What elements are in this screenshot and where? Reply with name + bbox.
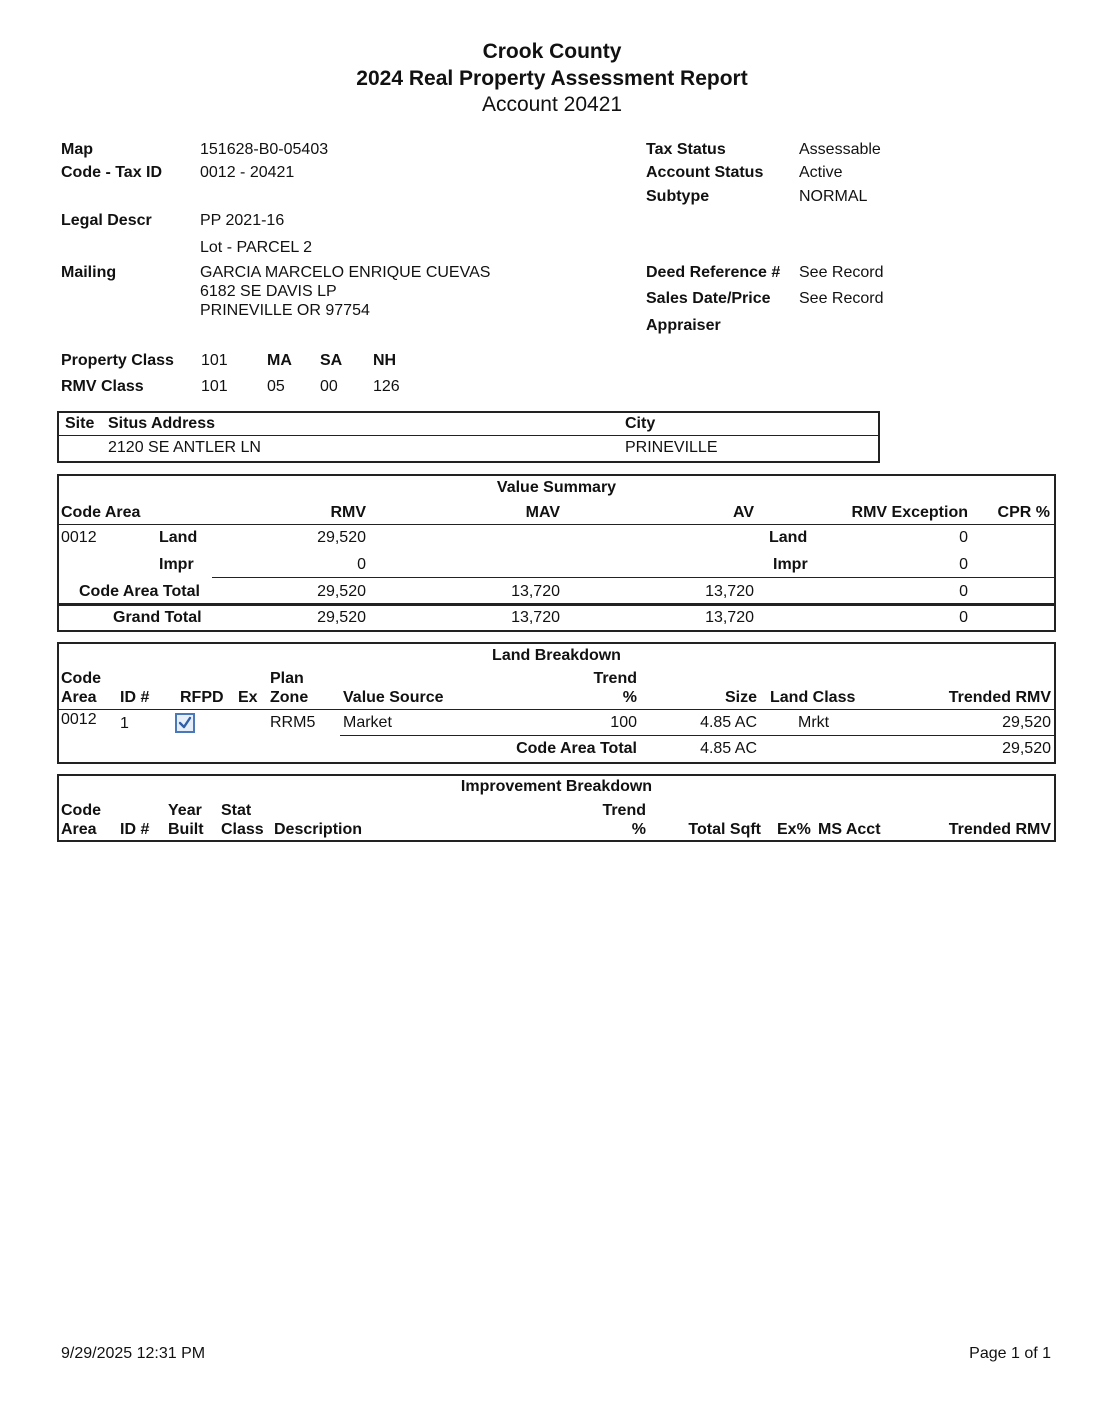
report-title: 2024 Real Property Assessment Report bbox=[356, 67, 748, 90]
vs-grand-total-label: Grand Total bbox=[113, 609, 202, 626]
rmv-class-value: 101 bbox=[201, 378, 228, 395]
ib-header-year: Year bbox=[168, 802, 202, 819]
lb-header-trended-rmv: Trended RMV bbox=[948, 689, 1051, 706]
property-class-value: 101 bbox=[201, 352, 228, 369]
city-value: PRINEVILLE bbox=[625, 439, 718, 456]
vs-header-mav: MAV bbox=[525, 504, 560, 521]
ib-header-ex-pct: Ex% bbox=[777, 821, 811, 838]
sa-label: SA bbox=[320, 352, 343, 369]
lb-header-zone: Zone bbox=[270, 689, 309, 706]
vs-impr-rmv: 0 bbox=[357, 556, 366, 573]
situs-address-label: Situs Address bbox=[108, 415, 215, 432]
ib-header-id: ID # bbox=[120, 821, 150, 838]
account-status-value: Active bbox=[799, 164, 843, 181]
lb-row-code-area: 0012 bbox=[61, 711, 97, 728]
lb-row-size: 4.85 AC bbox=[700, 714, 757, 731]
legal-descr-label: Legal Descr bbox=[61, 212, 152, 229]
vs-grand-total-rmv: 29,520 bbox=[317, 609, 366, 626]
footer-page-number: Page 1 of 1 bbox=[969, 1345, 1051, 1362]
ib-header-code: Code bbox=[61, 802, 101, 819]
tax-status-label: Tax Status bbox=[646, 141, 726, 158]
vs-impr-label: Impr bbox=[159, 556, 194, 573]
ib-header-area: Area bbox=[61, 821, 97, 838]
lb-header-land-class: Land Class bbox=[770, 689, 856, 706]
lb-total-size: 4.85 AC bbox=[700, 740, 757, 757]
legal-descr-line1: PP 2021-16 bbox=[200, 212, 285, 229]
deed-reference-label: Deed Reference # bbox=[646, 264, 781, 281]
lb-header-plan: Plan bbox=[270, 670, 304, 687]
lb-row-value-source: Market bbox=[343, 714, 392, 731]
lb-total-label: Code Area Total bbox=[516, 740, 637, 757]
rfpd-checkbox[interactable] bbox=[175, 713, 195, 733]
vs-code-area-total-exception: 0 bbox=[959, 583, 968, 600]
ib-header-description: Description bbox=[274, 821, 363, 838]
county-title: Crook County bbox=[482, 40, 622, 63]
vs-grand-total-exception: 0 bbox=[959, 609, 968, 626]
ib-header-total-sqft: Total Sqft bbox=[688, 821, 761, 838]
value-summary-title: Value Summary bbox=[496, 479, 617, 496]
lb-header-code: Code bbox=[61, 670, 101, 687]
mailing-line3: PRINEVILLE OR 97754 bbox=[200, 302, 370, 319]
situs-divider bbox=[58, 435, 879, 436]
lb-row-id: 1 bbox=[120, 715, 129, 732]
lb-row-land-class: Mrkt bbox=[798, 714, 830, 731]
property-class-label: Property Class bbox=[61, 352, 174, 369]
site-label: Site bbox=[65, 415, 95, 432]
vs-grand-total-av: 13,720 bbox=[705, 609, 754, 626]
ib-header-ms-acct: MS Acct bbox=[818, 821, 881, 838]
mailing-label: Mailing bbox=[61, 264, 117, 281]
lb-row-trended-rmv: 29,520 bbox=[1002, 714, 1051, 731]
vs-land-exc-label: Land bbox=[769, 529, 808, 546]
legal-descr-line2: Lot - PARCEL 2 bbox=[200, 239, 313, 256]
lb-header-trend: Trend bbox=[593, 670, 637, 687]
account-status-label: Account Status bbox=[646, 164, 764, 181]
lb-total-trended-rmv: 29,520 bbox=[1002, 740, 1051, 757]
vs-header-rmv: RMV bbox=[330, 504, 366, 521]
vs-code-area-total-label: Code Area Total bbox=[79, 583, 200, 600]
vs-land-exception: 0 bbox=[959, 529, 968, 546]
appraiser-label: Appraiser bbox=[646, 317, 721, 334]
lb-header-size: Size bbox=[724, 689, 757, 706]
lb-header-value-source: Value Source bbox=[343, 689, 444, 706]
lb-header-id: ID # bbox=[120, 689, 150, 706]
vs-header-rmv-exception: RMV Exception bbox=[851, 504, 968, 521]
code-tax-label: Code - Tax ID bbox=[61, 164, 163, 181]
vs-impr-exc-label: Impr bbox=[773, 556, 808, 573]
sales-date-price-value: See Record bbox=[799, 290, 884, 307]
land-breakdown-title: Land Breakdown bbox=[492, 647, 621, 664]
ma-value: 05 bbox=[267, 378, 285, 395]
lb-header-area: Area bbox=[61, 689, 97, 706]
vs-header-av: AV bbox=[732, 504, 754, 521]
city-label: City bbox=[625, 415, 656, 432]
ib-header-trended-rmv: Trended RMV bbox=[948, 821, 1051, 838]
improvement-breakdown-title: Improvement Breakdown bbox=[460, 778, 653, 795]
vs-grand-total-mav: 13,720 bbox=[511, 609, 560, 626]
mailing-line2: 6182 SE DAVIS LP bbox=[200, 283, 337, 300]
lb-row-trend: 100 bbox=[610, 714, 637, 731]
ib-header-class: Class bbox=[221, 821, 264, 838]
vs-land-rmv: 29,520 bbox=[317, 529, 366, 546]
lb-header-pct: % bbox=[622, 689, 637, 706]
footer-timestamp: 9/29/2025 12:31 PM bbox=[61, 1345, 206, 1362]
map-label: Map bbox=[61, 141, 93, 158]
vs-header-code-area: Code Area bbox=[61, 504, 141, 521]
lb-header-rfpd: RFPD bbox=[180, 689, 224, 706]
situs-address-value: 2120 SE ANTLER LN bbox=[108, 439, 261, 456]
subtype-label: Subtype bbox=[646, 188, 710, 205]
lb-total-divider bbox=[340, 735, 1055, 736]
ib-header-trend: Trend bbox=[602, 802, 646, 819]
ma-label: MA bbox=[267, 352, 292, 369]
vs-code-area: 0012 bbox=[61, 529, 97, 546]
map-value: 151628-B0-05403 bbox=[200, 141, 329, 158]
rmv-class-label: RMV Class bbox=[61, 378, 144, 395]
vs-code-area-total-av: 13,720 bbox=[705, 583, 754, 600]
mailing-line1: GARCIA MARCELO ENRIQUE CUEVAS bbox=[200, 264, 491, 281]
ib-header-built: Built bbox=[168, 821, 204, 838]
vs-header-cpr: CPR % bbox=[997, 504, 1050, 521]
lb-header-divider bbox=[58, 709, 1055, 710]
lb-row-zone: RRM5 bbox=[270, 714, 316, 731]
checkmark-icon bbox=[178, 716, 192, 730]
deed-reference-value: See Record bbox=[799, 264, 884, 281]
sa-value: 00 bbox=[320, 378, 338, 395]
vs-code-area-total-mav: 13,720 bbox=[511, 583, 560, 600]
vs-impr-exception: 0 bbox=[959, 556, 968, 573]
nh-label: NH bbox=[373, 352, 397, 369]
vs-header-divider bbox=[58, 524, 1055, 525]
lb-header-ex: Ex bbox=[238, 689, 258, 706]
vs-subtotal-divider bbox=[212, 577, 1055, 578]
vs-code-area-total-rmv: 29,520 bbox=[317, 583, 366, 600]
sales-date-price-label: Sales Date/Price bbox=[646, 290, 771, 307]
ib-header-stat: Stat bbox=[221, 802, 252, 819]
vs-land-label: Land bbox=[159, 529, 198, 546]
subtype-value: NORMAL bbox=[799, 188, 868, 205]
code-tax-value: 0012 - 20421 bbox=[200, 164, 295, 181]
vs-grand-total-divider bbox=[58, 603, 1055, 606]
tax-status-value: Assessable bbox=[799, 141, 881, 158]
nh-value: 126 bbox=[373, 378, 400, 395]
account-title: Account 20421 bbox=[481, 93, 623, 116]
ib-header-pct: % bbox=[631, 821, 646, 838]
